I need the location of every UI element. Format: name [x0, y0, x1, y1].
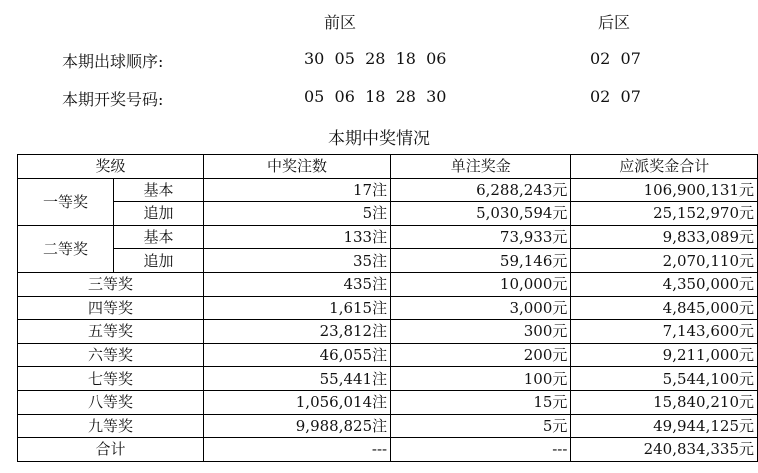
- tier2-extra-total: 2,070,110元: [571, 249, 758, 273]
- tier-label: 五等奖: [18, 320, 204, 344]
- tier-count: 1,056,014注: [203, 390, 390, 414]
- sum-count: ---: [203, 438, 390, 462]
- table-row: [18, 178, 758, 202]
- tier-total: 15,840,210元: [571, 390, 758, 414]
- tier1-basic-unit: 6,288,243元: [391, 178, 571, 202]
- tier-total: 49,944,125元: [571, 414, 758, 438]
- tier1-extra-total: 25,152,970元: [571, 202, 758, 226]
- sum-row: [18, 438, 758, 462]
- draw-order-back-numbers: 02 07: [590, 49, 641, 68]
- tier-label: 九等奖: [18, 414, 204, 438]
- table-row: [18, 296, 758, 320]
- header-tier: 奖级: [18, 155, 204, 179]
- tier1-label: 一等奖: [18, 178, 114, 225]
- tier2-extra-sub: 追加: [114, 249, 204, 273]
- back-zone-header: 后区: [598, 13, 631, 32]
- table-row: [18, 202, 758, 226]
- tier-label: 八等奖: [18, 390, 204, 414]
- tier2-label: 二等奖: [18, 225, 114, 272]
- header-count: 中奖注数: [203, 155, 390, 179]
- tier1-basic-total: 106,900,131元: [571, 178, 758, 202]
- tier-label: 七等奖: [18, 367, 204, 391]
- table-row: [18, 272, 758, 296]
- tier-count: 435注: [203, 272, 390, 296]
- tier-count: 23,812注: [203, 320, 390, 344]
- table-row: [18, 320, 758, 344]
- tier-unit: 200元: [391, 343, 571, 367]
- tier-label: 三等奖: [18, 272, 204, 296]
- tier-label: 四等奖: [18, 296, 204, 320]
- tier-count: 1,615注: [203, 296, 390, 320]
- sum-unit: ---: [391, 438, 571, 462]
- tier1-extra-count: 5注: [203, 202, 390, 226]
- tier1-basic-sub: 基本: [114, 178, 204, 202]
- prize-table: [17, 154, 758, 462]
- sum-label: 合计: [18, 438, 204, 462]
- tier-total: 7,143,600元: [571, 320, 758, 344]
- header-total-prize: 应派奖金合计: [571, 155, 758, 179]
- tier-total: 9,211,000元: [571, 343, 758, 367]
- table-row: [18, 367, 758, 391]
- tier2-basic-unit: 73,933元: [391, 225, 571, 249]
- table-row: [18, 414, 758, 438]
- table-row: [18, 343, 758, 367]
- tier-count: 9,988,825注: [203, 414, 390, 438]
- tier-total: 4,350,000元: [571, 272, 758, 296]
- tier-count: 55,441注: [203, 367, 390, 391]
- tier1-extra-sub: 追加: [114, 202, 204, 226]
- tier-unit: 100元: [391, 367, 571, 391]
- tier1-basic-count: 17注: [203, 178, 390, 202]
- tier1-extra-unit: 5,030,594元: [391, 202, 571, 226]
- tier-unit: 15元: [391, 390, 571, 414]
- prize-section-title: 本期中奖情况: [328, 129, 430, 149]
- tier-total: 5,544,100元: [571, 367, 758, 391]
- tier2-basic-count: 133注: [203, 225, 390, 249]
- header-unit-prize: 单注奖金: [391, 155, 571, 179]
- table-row: [18, 249, 758, 273]
- table-row: [18, 390, 758, 414]
- draw-order-front-numbers: 30 05 28 18 06: [304, 49, 447, 68]
- draw-order-label: 本期出球顺序:: [62, 52, 164, 71]
- winning-numbers-label: 本期开奖号码:: [62, 90, 164, 109]
- winning-numbers-front: 05 06 18 28 30: [304, 87, 447, 106]
- tier-unit: 300元: [391, 320, 571, 344]
- tier2-basic-sub: 基本: [114, 225, 204, 249]
- tier-unit: 10,000元: [391, 272, 571, 296]
- tier-unit: 5元: [391, 414, 571, 438]
- tier-total: 4,845,000元: [571, 296, 758, 320]
- winning-numbers-back: 02 07: [590, 87, 641, 106]
- tier2-extra-count: 35注: [203, 249, 390, 273]
- tier2-basic-total: 9,833,089元: [571, 225, 758, 249]
- sum-total: 240,834,335元: [571, 438, 758, 462]
- tier-count: 46,055注: [203, 343, 390, 367]
- tier2-extra-unit: 59,146元: [391, 249, 571, 273]
- tier-unit: 3,000元: [391, 296, 571, 320]
- table-header-row: [18, 155, 758, 179]
- tier-label: 六等奖: [18, 343, 204, 367]
- table-row: [18, 225, 758, 249]
- front-zone-header: 前区: [324, 13, 357, 32]
